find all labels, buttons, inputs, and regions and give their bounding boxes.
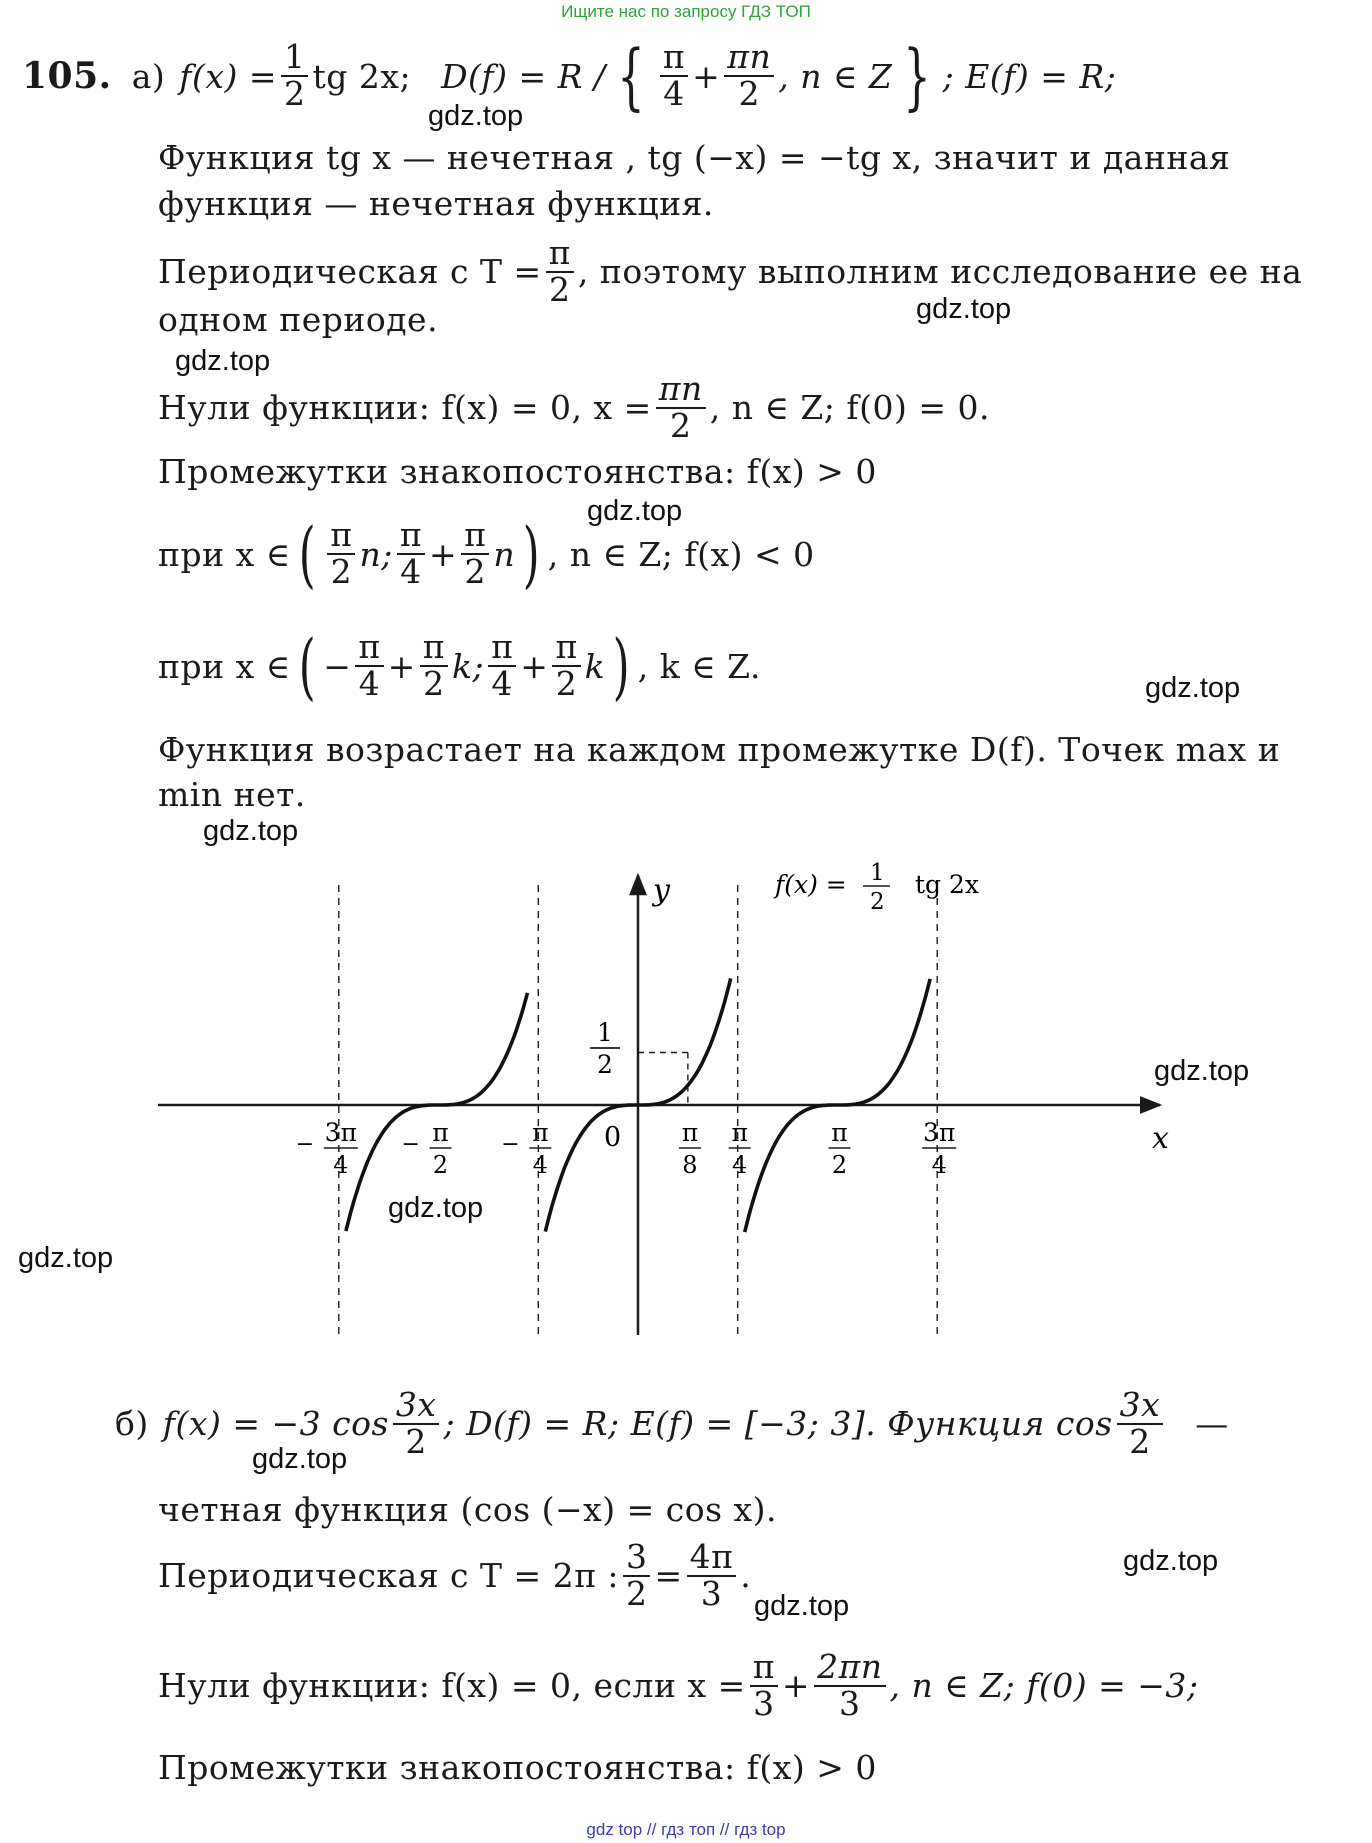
x-tick-den: 2 <box>831 1151 848 1179</box>
range: ; E(f) = R; <box>942 56 1117 96</box>
frac-num: 2πn <box>814 1650 885 1687</box>
x-tick-den: 4 <box>532 1151 548 1179</box>
right-paren: ) <box>612 624 631 708</box>
frac-den: 3 <box>700 1573 723 1613</box>
x-tick-label <box>296 1118 358 1179</box>
frac-num: π <box>355 630 383 667</box>
domain-prefix: D(f) = R / <box>441 56 606 96</box>
watermark: gdz.top <box>754 1590 850 1622</box>
x-tick-minus: − <box>401 1132 420 1157</box>
fraction-period <box>546 233 574 309</box>
problem-number: 105. <box>22 55 112 97</box>
frac <box>420 627 448 703</box>
frac-den: 2 <box>549 269 571 309</box>
frac-num: π <box>397 518 425 555</box>
neg-suffix: , k ∈ Z. <box>637 646 761 686</box>
n-in-z: , n ∈ Z <box>778 56 893 96</box>
watermark: gdz.top <box>1145 672 1241 704</box>
legend-rhs: tg 2x <box>915 870 980 899</box>
part-b-zeros-prefix: Нули функции: f(x) = 0, если x = <box>158 1666 746 1706</box>
x-tick-label <box>922 1118 956 1179</box>
frac-num: π <box>750 1650 778 1687</box>
x-tick-label <box>729 1118 751 1179</box>
legend-lhs: f(x) = <box>775 870 847 899</box>
frac-num: 3 <box>623 1540 651 1577</box>
frac-num: π <box>420 630 448 667</box>
right-paren: ) <box>522 512 541 596</box>
odd-line-2: функция — нечетная функция. <box>158 184 714 223</box>
watermark: gdz.top <box>203 815 299 847</box>
x-tick-num: π <box>532 1118 549 1147</box>
x-tick-num: 3π <box>324 1118 357 1147</box>
watermark: gdz.top <box>916 293 1012 325</box>
part-a-label: а) <box>131 56 166 96</box>
frac-num: π <box>488 630 516 667</box>
frac-den: 2 <box>738 74 760 113</box>
fraction-2pin-3 <box>814 1647 885 1723</box>
part-b-even: четная функция (cos (−x) = cos x). <box>158 1490 778 1529</box>
fraction-3x-2 <box>393 1385 440 1461</box>
plus: + <box>692 56 721 96</box>
frac-den: 4 <box>663 74 685 113</box>
frac <box>552 627 580 703</box>
pos-prefix: при x ∈ <box>158 534 291 574</box>
x-axis-label: x <box>1152 1121 1169 1156</box>
frac-num: 1 <box>281 40 309 77</box>
x-tick-den: 4 <box>931 1151 947 1179</box>
fraction-pin-2 <box>724 37 774 113</box>
tan-branch-1 <box>346 993 528 1231</box>
frac-num: π <box>546 236 574 273</box>
frac-num: πn <box>656 372 706 409</box>
x-tick-minus: − <box>295 1132 315 1157</box>
frac-num: 4π <box>687 1540 737 1577</box>
fraction-3x-2-b <box>1117 1385 1164 1461</box>
frac-den: 3 <box>839 1683 861 1723</box>
x-tick-num: π <box>731 1118 748 1147</box>
watermark: gdz.top <box>18 1242 114 1274</box>
fx-label: f(x) = <box>179 56 277 96</box>
part-b-dash: — <box>1195 1404 1229 1444</box>
x-tick-num: 3π <box>923 1118 956 1147</box>
odd-line-1: Функция tg x — нечетная , tg (−x) = −tg x, значит и данная <box>158 138 1231 177</box>
x-tick-den: 4 <box>732 1151 748 1179</box>
bottom-banner[interactable]: gdz top // гдз топ // гдз top <box>586 1820 786 1839</box>
tangent-graph <box>150 855 1200 1355</box>
x-tick-den: 8 <box>682 1151 698 1179</box>
fraction-zeros <box>656 369 706 445</box>
part-b-label: б) <box>115 1404 149 1444</box>
neg-prefix: при x ∈ <box>158 646 291 686</box>
frac-den: 4 <box>400 552 422 591</box>
legend-num: 1 <box>870 860 885 886</box>
part-b-definition <box>115 1385 1229 1461</box>
zeros-suffix: , n ∈ Z; f(0) = 0. <box>709 388 990 428</box>
frac-num: π <box>327 518 355 555</box>
frac <box>488 627 516 703</box>
top-banner[interactable]: Ищите нас по запросу ГДЗ ТОП <box>561 2 811 21</box>
frac-den: 2 <box>283 74 306 113</box>
period-prefix: Периодическая с T = <box>158 252 542 292</box>
frac-den: 2 <box>423 664 445 703</box>
zeros-prefix: Нули функции: f(x) = 0, x = <box>158 388 652 428</box>
left-brace: { <box>616 34 645 118</box>
fraction-pi-3 <box>750 1647 778 1723</box>
watermark: gdz.top <box>587 495 683 527</box>
x-tick-num: π <box>831 1118 848 1147</box>
part-b-zeros-suffix: , n ∈ Z; f(0) = −3; <box>889 1666 1199 1706</box>
fraction-pi-4 <box>660 37 688 113</box>
part-b-fx: f(x) = −3 cos <box>162 1404 389 1444</box>
frac-den: 2 <box>669 405 692 445</box>
fraction-3-2 <box>623 1537 651 1613</box>
frac-den: 4 <box>491 664 513 703</box>
origin-label: 0 <box>604 1122 622 1153</box>
frac-den: 3 <box>753 1683 775 1723</box>
frac-num: πn <box>724 40 774 77</box>
fraction-one-half <box>281 37 309 113</box>
part-b-sign-title: Промежутки знакопостоянства: f(x) > 0 <box>158 1748 877 1787</box>
y-tick-half <box>590 1018 620 1079</box>
equals: = <box>654 1556 683 1596</box>
left-paren: ( <box>298 512 316 596</box>
monotonic-line-1: Функция возрастает на каждом промежутке D(f). Точек max и <box>158 730 1281 769</box>
part-b-zeros <box>158 1647 1199 1723</box>
fraction-4pi-3 <box>687 1537 737 1613</box>
x-tick-num: π <box>432 1118 449 1147</box>
frac-den: 2 <box>330 552 353 591</box>
x-tick-den: 2 <box>432 1151 449 1179</box>
frac-den: 4 <box>358 664 381 703</box>
part-b-mid: ; D(f) = R; E(f) = [−3; 3]. Функция cos <box>443 1404 1113 1444</box>
frac-den: 2 <box>464 552 487 591</box>
right-brace: } <box>903 34 932 118</box>
frac <box>327 515 355 591</box>
monotonic-line-2: min нет. <box>158 775 306 814</box>
watermark: gdz.top <box>388 1192 484 1224</box>
frac <box>461 515 489 591</box>
part-b-period-prefix: Периодическая с T = 2π : <box>158 1556 619 1596</box>
negative-interval: при x ∈ ( − $\frac{\pi}{4}$ + $\frac{\pi}{2}$ k; $\frac{\pi}{4}$ + $\frac{\pi}{2}$ k ) , k ∈ Z. <box>158 624 761 708</box>
x-tick-minus: − <box>501 1132 520 1157</box>
frac <box>355 627 383 703</box>
frac-den: 2 <box>625 1573 648 1613</box>
watermark: gdz.top <box>252 1443 348 1475</box>
frac-num: π <box>461 518 489 555</box>
frac-den: 2 <box>555 664 578 703</box>
watermark: gdz.top <box>175 345 271 377</box>
watermark: gdz.top <box>1154 1055 1250 1087</box>
x-tick-num: π <box>681 1118 699 1147</box>
frac-den: 2 <box>405 1421 427 1461</box>
y-tick-den: 2 <box>597 1050 613 1079</box>
frac <box>397 515 425 591</box>
sign-title: Промежутки знакопостоянства: f(x) > 0 <box>158 452 877 491</box>
x-tick-label <box>679 1118 701 1179</box>
frac-num: π <box>552 630 580 667</box>
frac-num: 3x <box>393 1388 440 1425</box>
y-tick-num: 1 <box>597 1018 613 1047</box>
tg2x: tg 2x; <box>312 56 412 96</box>
period-line-2: одном периоде. <box>158 300 439 339</box>
positive-interval: при x ∈ ( $\frac{\pi}{2}$ n; $\frac{\pi}{4}$ + $\frac{\pi}{2}$ n ) , n ∈ Z; f(x) < 0 <box>158 512 815 596</box>
x-tick-label <box>829 1118 851 1179</box>
legend <box>773 860 979 915</box>
frac-num: π <box>660 40 688 77</box>
legend-den: 2 <box>870 889 885 915</box>
period-suffix: , поэтому выполним исследование ее на <box>577 252 1303 292</box>
left-paren: ( <box>298 624 316 708</box>
frac-den: 2 <box>1129 1421 1151 1461</box>
x-tick-label <box>501 1118 551 1179</box>
plus: + <box>781 1666 811 1706</box>
pos-suffix: , n ∈ Z; f(x) < 0 <box>547 534 815 574</box>
frac-num: 3x <box>1117 1388 1164 1425</box>
period-dot: . <box>740 1556 752 1596</box>
x-tick-den: 4 <box>333 1151 349 1179</box>
x-tick-label <box>401 1118 451 1179</box>
y-axis-label: y <box>653 873 670 908</box>
part-b-period <box>158 1537 752 1613</box>
watermark: gdz.top <box>1123 1545 1219 1577</box>
zeros-line <box>158 369 990 445</box>
watermark: gdz.top <box>428 100 524 132</box>
